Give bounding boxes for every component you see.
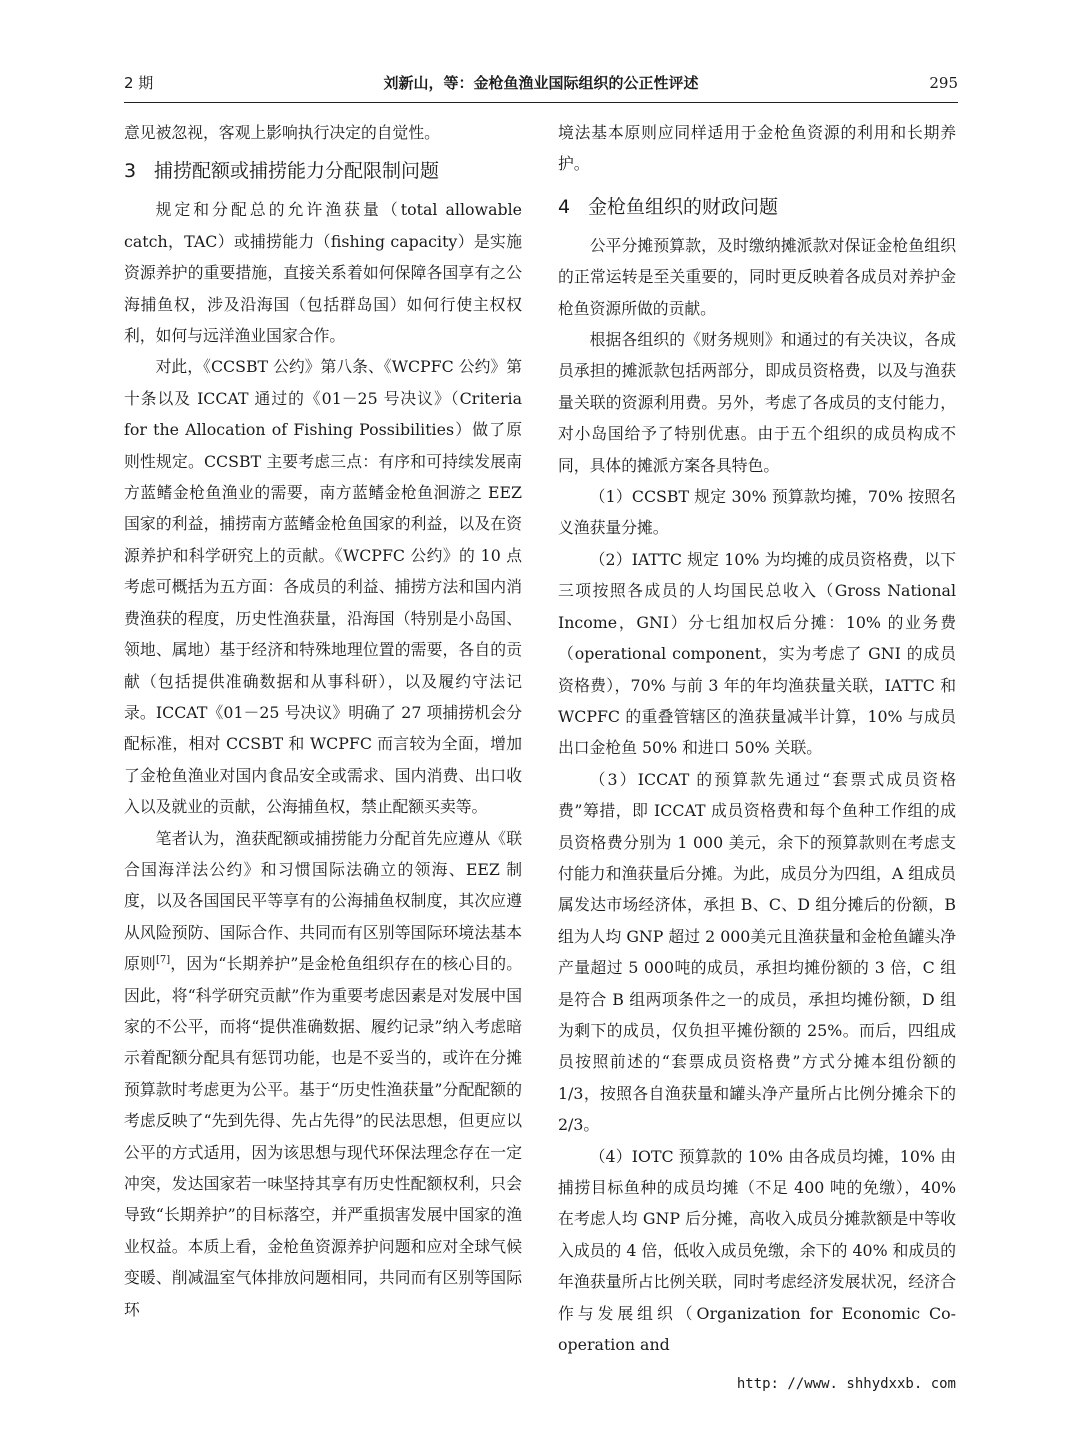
footer-url: http: //www. shhydxxb. com (736, 1376, 956, 1392)
issue-label: 2 期 (124, 74, 154, 92)
paragraph (124, 823, 522, 1326)
paragraph: 根据各组织的《财务规则》和通过的有关决议，各成员承担的摊派款包括两部分，即成员资格费，以及与渔获量关联的资源利用费。另外，考虑了各成员的支付能力，对小岛国给予了特别优惠。由于五个组织的成员构成不同，具体的摊派方案各具特色。 (558, 330, 956, 475)
section-number: 4 (558, 195, 571, 218)
running-title: 刘新山，等：金枪鱼渔业国际组织的公正性评述 (383, 74, 699, 92)
paragraph-text: ，因为“长期养护”是金枪鱼组织存在的核心目的。因此，将“科学研究贡献”作为重要考虑因素是对发展中国家的不公平，而将“提供准确数据、履约记录”纳入考虑暗示着配额分配具有惩罚功能，也是不妥当的，或许在分摊预算款时考虑更为公平。基于“历史性渔获量”分配配额的考虑反映了“先到先得、先占先得”的民法思想，但更应以公平的方式适用，因为该思想与现代环保法理念存在一定冲突，发达国家若一味坚持其享有历史性配额权利，只会导致“长期养护”的目标落空，并严重损害发展中国家的渔业权益。本质上看，金枪鱼资源养护问题和应对全球气候变暖、削减温室气体排放问题相同，共同而有区别等国际环 (124, 954, 522, 1319)
paragraph-text: 笔者认为，渔获配额或捕捞能力分配首先应遵从《联合国海洋法公约》和习惯国际法确立的领海、EEZ 制度，以及各国国民平等享有的公海捕鱼权制度，其次应遵从风险预防、国际合作、共同而有区别等国际环境法基本原则 (124, 828, 522, 974)
citation-ref: [7] (155, 954, 171, 966)
section-heading-4 (558, 190, 956, 224)
paragraph: 规定和分配总的允许渔获量（total allowable catch，TAC）或捕捞能力（fishing capacity）是实施资源养护的重要措施，直接关系着如何保障各国享有之公海捕鱼权，涉及沿海国（包括群岛国）如何行使主权权利，如何与远洋渔业国家合作。 (124, 200, 522, 346)
section-number: 3 (124, 160, 137, 183)
section-title: 金枪鱼组织的财政问题 (588, 195, 779, 218)
paragraph: （3）ICCAT 的预算款先通过“套票式成员资格费”筹措，即 ICCAT 成员资格费和每个鱼种工作组的成员资格费分别为 1 000 美元，余下的预算款则在考虑支付能力和渔获量后分摊。为此，成员分为四组，A 组成员属发达市场经济体，承担 B、C、D 组分摊后的份额，B 组为人均 GNP 超过 2 000美元且渔获量和金枪鱼罐头净产量超过 5 000吨的成员，承担均摊份额的 3 倍，C 组是符合 B 组两项条件之一的成员，承担均摊份额，D 组为剩下的成员，仅负担平摊份额的 25%。而后，四组成员按照前述的“套票成员资格费”方式分摊本组份额的 1/3，按照各自渔获量和罐头净产量所占比例分摊余下的 2/3。 (558, 769, 956, 1135)
paragraph: （1）CCSBT 规定 30% 预算款均摊，70% 按照名义渔获量分摊。 (558, 487, 956, 538)
left-column (124, 117, 522, 1325)
paragraph: 对此，《CCSBT 公约》第八条、《WCPFC 公约》第十条以及 ICCAT 通过的《01－25 号决议》（Criteria for the Allocation of Fishing Possibilities）做了原则性规定。CCSBT 主要考虑三点：有序和可持续发展南方蓝鳍金枪鱼渔业的需要，南方蓝鳍金枪鱼洄游之 EEZ 国家的利益，捕捞南方蓝鳍金枪鱼国家的利益，以及在资源养护和科学研究上的贡献。《WCPFC 公约》的 10 点考虑可概括为五方面：各成员的利益、捕捞方法和国内消费渔获的程度，历史性渔获量，沿海国（特别是小岛国、领地、属地）基于经济和特殊地理位置的需要，各自的贡献（包括提供准确数据和从事科研），以及履约守法记录。ICCAT《01－25 号决议》明确了 27 项捕捞机会分配标准，相对 CCSBT 和 WCPFC 而言较为全面，增加了金枪鱼渔业对国内食品安全或需求、国内消费、出口收入以及就业的贡献，公海捕鱼权，禁止配额买卖等。 (124, 357, 522, 817)
paragraph: （2）IATTC 规定 10% 为均摊的成员资格费，以下三项按照各成员的人均国民总收入（Gross National Income，GNI）分七组加权后分摊：10% 的业务费（operational component，实为考虑了 GNI 的成员资格费），70% 与前 3 年的年均渔获量关联，IATTC 和 WCPFC 的重叠管辖区的渔获量减半计算，10% 与成员出口金枪鱼 50% 和进口 50% 关联。 (558, 549, 956, 758)
paragraph: 意见被忽视，客观上影响执行决定的自觉性。 (124, 123, 440, 142)
paragraph: 公平分摊预算款，及时缴纳摊派款对保证金枪鱼组织的正常运转是至关重要的，同时更反映着各成员对养护金枪鱼资源所做的贡献。 (558, 235, 956, 318)
running-header (124, 70, 958, 103)
paragraph: 境法基本原则应同样适用于金枪鱼资源的利用和长期养护。 (558, 123, 956, 174)
section-title: 捕捞配额或捕捞能力分配限制问题 (154, 160, 440, 183)
paragraph: （4）IOTC 预算款的 10% 由各成员均摊，10% 由捕捞目标鱼种的成员均摊（不足 400 吨的免缴），40% 在考虑人均 GNP 后分摊，高收入成员分摊款额是中等收入成员的 4 倍，低收入成员免缴，余下的 40% 和成员的年渔获量所占比例关联，同时考虑经济发展状况，经济合作与发展组织（Organization for Economic Co-operation and (558, 1146, 956, 1355)
right-column (558, 117, 956, 1360)
section-heading-3 (124, 154, 522, 188)
page-number: 295 (929, 74, 958, 92)
